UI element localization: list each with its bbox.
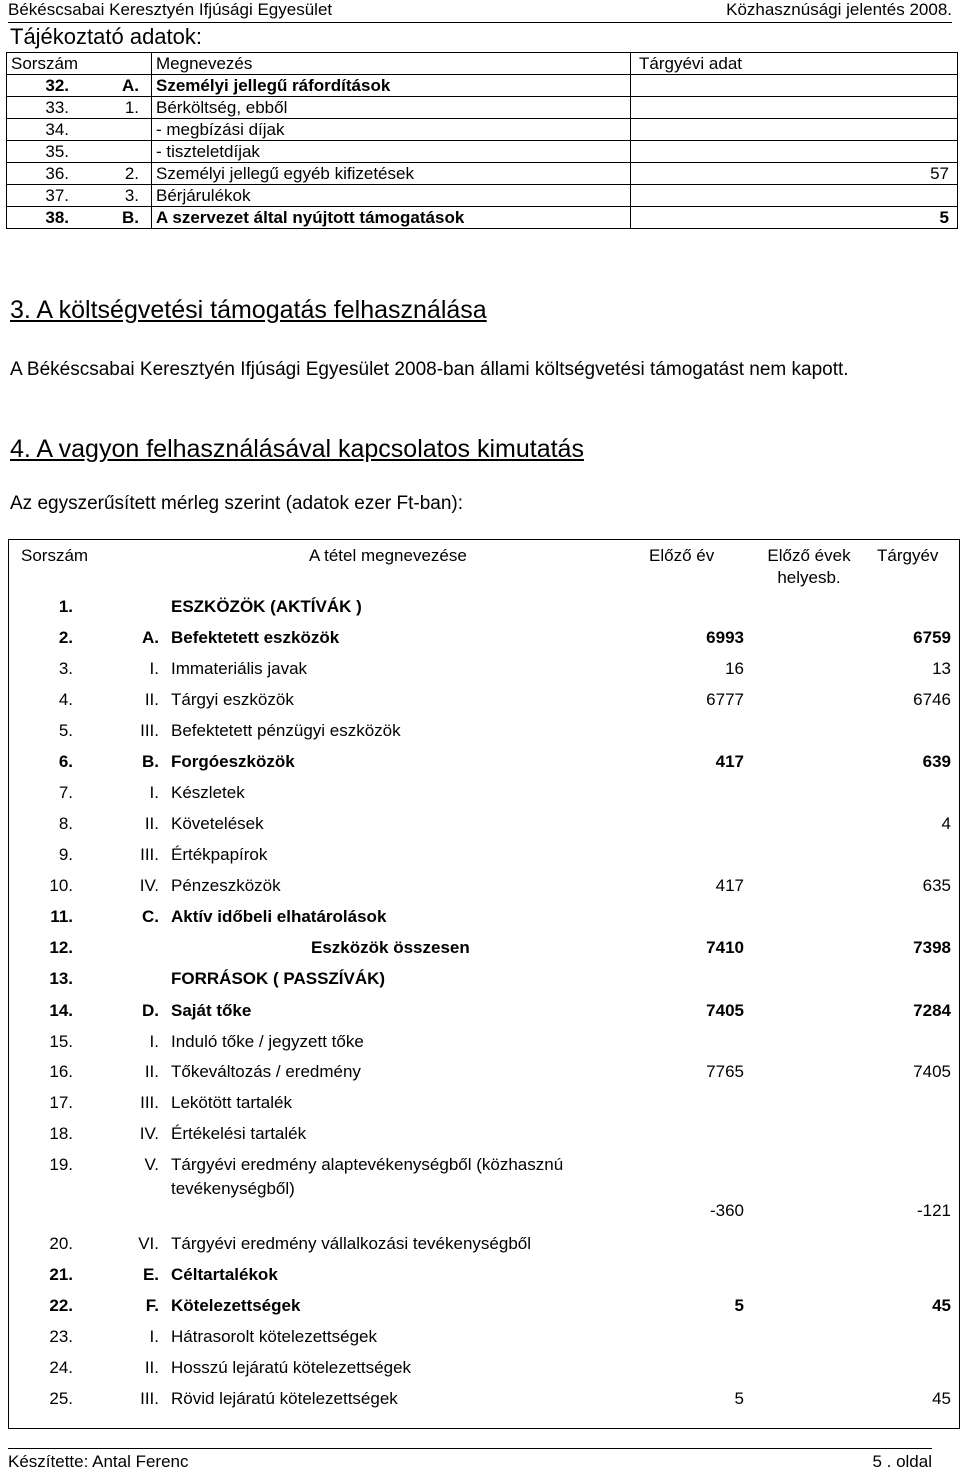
balance-cell-code: C.: [142, 907, 159, 926]
balance-cell-prev: 417: [715, 752, 744, 771]
info-cell-num: 37.: [7, 185, 76, 207]
balance-cell-name: Immateriális javak: [171, 659, 308, 678]
balance-cell-name: Követelések: [171, 814, 264, 833]
balance-cell-curr: 4: [941, 814, 951, 833]
balance-cell-name: Hosszú lejáratú kötelezettségek: [171, 1358, 412, 1377]
balance-cell-num: 2.: [58, 628, 73, 647]
balance-cell-code: II.: [144, 1358, 159, 1377]
info-cell-num: 38.: [7, 207, 76, 229]
balance-cell-curr: 45: [932, 1296, 951, 1315]
balance-cell-name: Hátrasorolt kötelezettségek: [171, 1327, 377, 1346]
info-cell-code: B.: [75, 207, 152, 229]
info-row: [7, 75, 958, 97]
col-value: Tárgyévi adat: [631, 53, 958, 75]
info-cell-name: - megbízási díjak: [152, 119, 631, 141]
balance-cell-name: Induló tőke / jegyzett tőke: [171, 1032, 364, 1051]
balance-cell-code: IV.: [139, 876, 159, 895]
balance-cell-num: 22.: [49, 1296, 73, 1315]
balance-cell-name: Tárgyévi eredmény vállalkozási tevékenységből: [171, 1234, 532, 1253]
balance-cell-name: FORRÁSOK ( PASSZÍVÁK): [171, 969, 386, 988]
balance-cell-num: 9.: [58, 845, 73, 864]
header-org: Békéscsabai Keresztyén Ifjúsági Egyesület: [8, 0, 333, 19]
balance-cell-curr: 7405: [913, 1062, 951, 1081]
balance-cell-num: 16.: [49, 1062, 73, 1081]
balance-cell-num: 6.: [58, 752, 73, 771]
balance-cell-num: 24.: [49, 1358, 73, 1377]
info-row: [7, 163, 958, 185]
balance-cell-name: Értékelési tartalék: [171, 1124, 307, 1143]
balance-cell-curr: 635: [922, 876, 951, 895]
balance-cell-code: I.: [149, 1327, 159, 1346]
balance-cell-curr: 7398: [913, 938, 951, 957]
col-num: Sorszám: [21, 546, 89, 565]
balance-cell-code: II.: [144, 1062, 159, 1081]
balance-cell-curr: 6746: [913, 690, 951, 709]
balance-cell-code: V.: [144, 1155, 159, 1174]
info-title: Tájékoztató adatok:: [10, 24, 203, 49]
info-cell-value: [631, 75, 958, 97]
balance-cell-curr: 45: [932, 1389, 951, 1408]
balance-cell-num: 14.: [49, 1001, 73, 1020]
balance-cell-name: Tőkeváltozás / eredmény: [171, 1062, 361, 1081]
info-cell-name: Személyi jellegű ráfordítások: [152, 75, 631, 97]
balance-cell-prev: 7405: [706, 1001, 744, 1020]
balance-cell-name: Eszközök összesen: [311, 938, 470, 957]
col-num: Sorszám: [7, 53, 152, 75]
balance-cell-code: I.: [149, 659, 159, 678]
col-adj: [757, 545, 861, 589]
footer-page: 5 . oldal: [872, 1452, 932, 1471]
balance-cell-code: III.: [140, 1389, 159, 1408]
info-cell-name: Személyi jellegű egyéb kifizetések: [152, 163, 631, 185]
balance-cell-num: 12.: [49, 938, 73, 957]
balance-cell-code: III.: [140, 1093, 159, 1112]
balance-cell-name: Rövid lejáratú kötelezettségek: [171, 1389, 398, 1408]
section4-intro: Az egyszerűsített mérleg szerint (adatok ezer Ft-ban):: [10, 493, 464, 514]
info-cell-value: [631, 141, 958, 163]
balance-cell-name: Kötelezettségek: [171, 1296, 301, 1315]
footer-author: Készítette: Antal Ferenc: [8, 1452, 189, 1471]
info-cell-num: 33.: [7, 97, 76, 119]
balance-cell-code: E.: [142, 1265, 159, 1284]
info-cell-value: 5: [631, 207, 958, 229]
balance-cell-prev: 7765: [706, 1062, 744, 1081]
balance-cell-curr: 639: [922, 752, 951, 771]
balance-cell-num: 23.: [49, 1327, 73, 1346]
balance-cell-prev: 7410: [706, 938, 744, 957]
info-cell-name: Bérköltség, ebből: [152, 97, 631, 119]
balance-cell-prev: 6777: [706, 690, 744, 709]
balance-cell-curr: 6759: [913, 628, 951, 647]
col-name: A tétel megnevezése: [309, 546, 467, 565]
balance-cell-num: 7.: [58, 783, 73, 802]
balance-cell-prev: -360: [709, 1201, 744, 1220]
col-curr: Tárgyév: [877, 546, 939, 565]
balance-cell-code: F.: [145, 1296, 159, 1315]
info-cell-num: 36.: [7, 163, 76, 185]
balance-cell-num: 21.: [49, 1265, 73, 1284]
info-cell-name: - tiszteletdíjak: [152, 141, 631, 163]
info-table: [6, 52, 958, 229]
balance-cell-num: 11.: [50, 907, 73, 926]
balance-cell-name: Pénzeszközök: [171, 876, 281, 895]
info-cell-value: 57: [631, 163, 958, 185]
balance-cell-num: 17.: [49, 1093, 73, 1112]
balance-cell-num: 13.: [49, 969, 73, 988]
balance-cell-num: 20.: [49, 1234, 73, 1253]
balance-cell-num: 25.: [49, 1389, 73, 1408]
info-cell-code: [75, 119, 152, 141]
balance-cell-curr: 13: [932, 659, 951, 678]
section3-heading: 3. A költségvetési támogatás felhasználása: [10, 296, 487, 324]
info-cell-num: 34.: [7, 119, 76, 141]
balance-cell-name: Tárgyi eszközök: [171, 690, 294, 709]
info-cell-code: A.: [75, 75, 152, 97]
info-cell-name: A szervezet által nyújtott támogatások: [152, 207, 631, 229]
header-report: Közhasznúsági jelentés 2008.: [726, 0, 952, 19]
balance-cell-code: III.: [140, 845, 159, 864]
balance-cell-code: II.: [144, 690, 159, 709]
balance-cell-name: Lekötött tartalék: [171, 1093, 292, 1112]
balance-cell-num: 5.: [58, 721, 73, 740]
info-cell-code: 3.: [75, 185, 152, 207]
info-cell-num: 32.: [7, 75, 76, 97]
info-cell-code: [75, 141, 152, 163]
balance-cell-prev: 5: [734, 1296, 744, 1315]
section3-text: A Békéscsabai Keresztyén Ifjúsági Egyesület 2008-ban állami költségvetési támogatást nem kapott.: [10, 359, 849, 380]
col-adj-line2: helyesb.: [777, 568, 841, 587]
col-adj-line1: Előző évek: [767, 546, 851, 565]
info-cell-code: 2.: [75, 163, 152, 185]
balance-cell-code: I.: [149, 1032, 159, 1051]
info-row: [7, 97, 958, 119]
balance-cell-code: A.: [142, 628, 159, 647]
balance-cell-name: Céltartalékok: [171, 1265, 278, 1284]
page-footer: [8, 1448, 932, 1471]
balance-cell-num: 1.: [58, 597, 73, 616]
balance-cell-num: 19.: [49, 1155, 73, 1174]
balance-cell-name: ESZKÖZÖK (AKTÍVÁK ): [171, 597, 362, 616]
info-row: [7, 207, 958, 229]
info-row: [7, 119, 958, 141]
balance-cell-code: II.: [144, 814, 159, 833]
balance-cell-num: 18.: [49, 1124, 73, 1143]
balance-cell-code: B.: [142, 752, 159, 771]
info-cell-name: Bérjárulékok: [152, 185, 631, 207]
balance-cell-prev: 6993: [706, 628, 744, 647]
balance-table: [8, 539, 960, 1429]
balance-cell-num: 10.: [49, 876, 73, 895]
col-name: Megnevezés: [152, 53, 631, 75]
info-table-header: [7, 53, 958, 75]
balance-cell-name-cont: tevékenységből): [171, 1179, 295, 1198]
balance-cell-curr: 7284: [913, 1001, 951, 1020]
balance-cell-name: Befektetett pénzügyi eszközök: [171, 721, 401, 740]
balance-cell-code: IV.: [139, 1124, 159, 1143]
balance-cell-name: Készletek: [171, 783, 245, 802]
balance-cell-name: Tárgyévi eredmény alaptevékenységből (közhasznú: [171, 1155, 564, 1174]
balance-cell-code: VI.: [138, 1234, 159, 1253]
balance-cell-num: 8.: [58, 814, 73, 833]
section4-heading: 4. A vagyon felhasználásával kapcsolatos kimutatás: [10, 435, 584, 463]
balance-cell-num: 3.: [58, 659, 73, 678]
info-row: [7, 141, 958, 163]
balance-cell-prev: 5: [734, 1389, 744, 1408]
balance-cell-name: Saját tőke: [171, 1001, 252, 1020]
balance-cell-num: 4.: [58, 690, 73, 709]
balance-cell-prev: 417: [715, 876, 744, 895]
page-header: [8, 0, 952, 23]
info-cell-value: [631, 185, 958, 207]
balance-cell-name: Aktív időbeli elhatárolások: [171, 907, 387, 926]
info-cell-num: 35.: [7, 141, 76, 163]
balance-cell-name: Befektetett eszközök: [171, 628, 340, 647]
balance-cell-prev: 16: [725, 659, 744, 678]
info-row: [7, 185, 958, 207]
info-cell-value: [631, 97, 958, 119]
col-prev: Előző év: [649, 546, 715, 565]
balance-cell-num: 15.: [49, 1032, 73, 1051]
balance-cell-code: D.: [142, 1001, 159, 1020]
info-cell-value: [631, 119, 958, 141]
balance-cell-code: I.: [149, 783, 159, 802]
balance-cell-code: III.: [140, 721, 159, 740]
balance-cell-name: Értékpapírok: [171, 845, 268, 864]
info-cell-code: 1.: [75, 97, 152, 119]
balance-cell-curr: -121: [916, 1201, 951, 1220]
balance-cell-name: Forgóeszközök: [171, 752, 295, 771]
